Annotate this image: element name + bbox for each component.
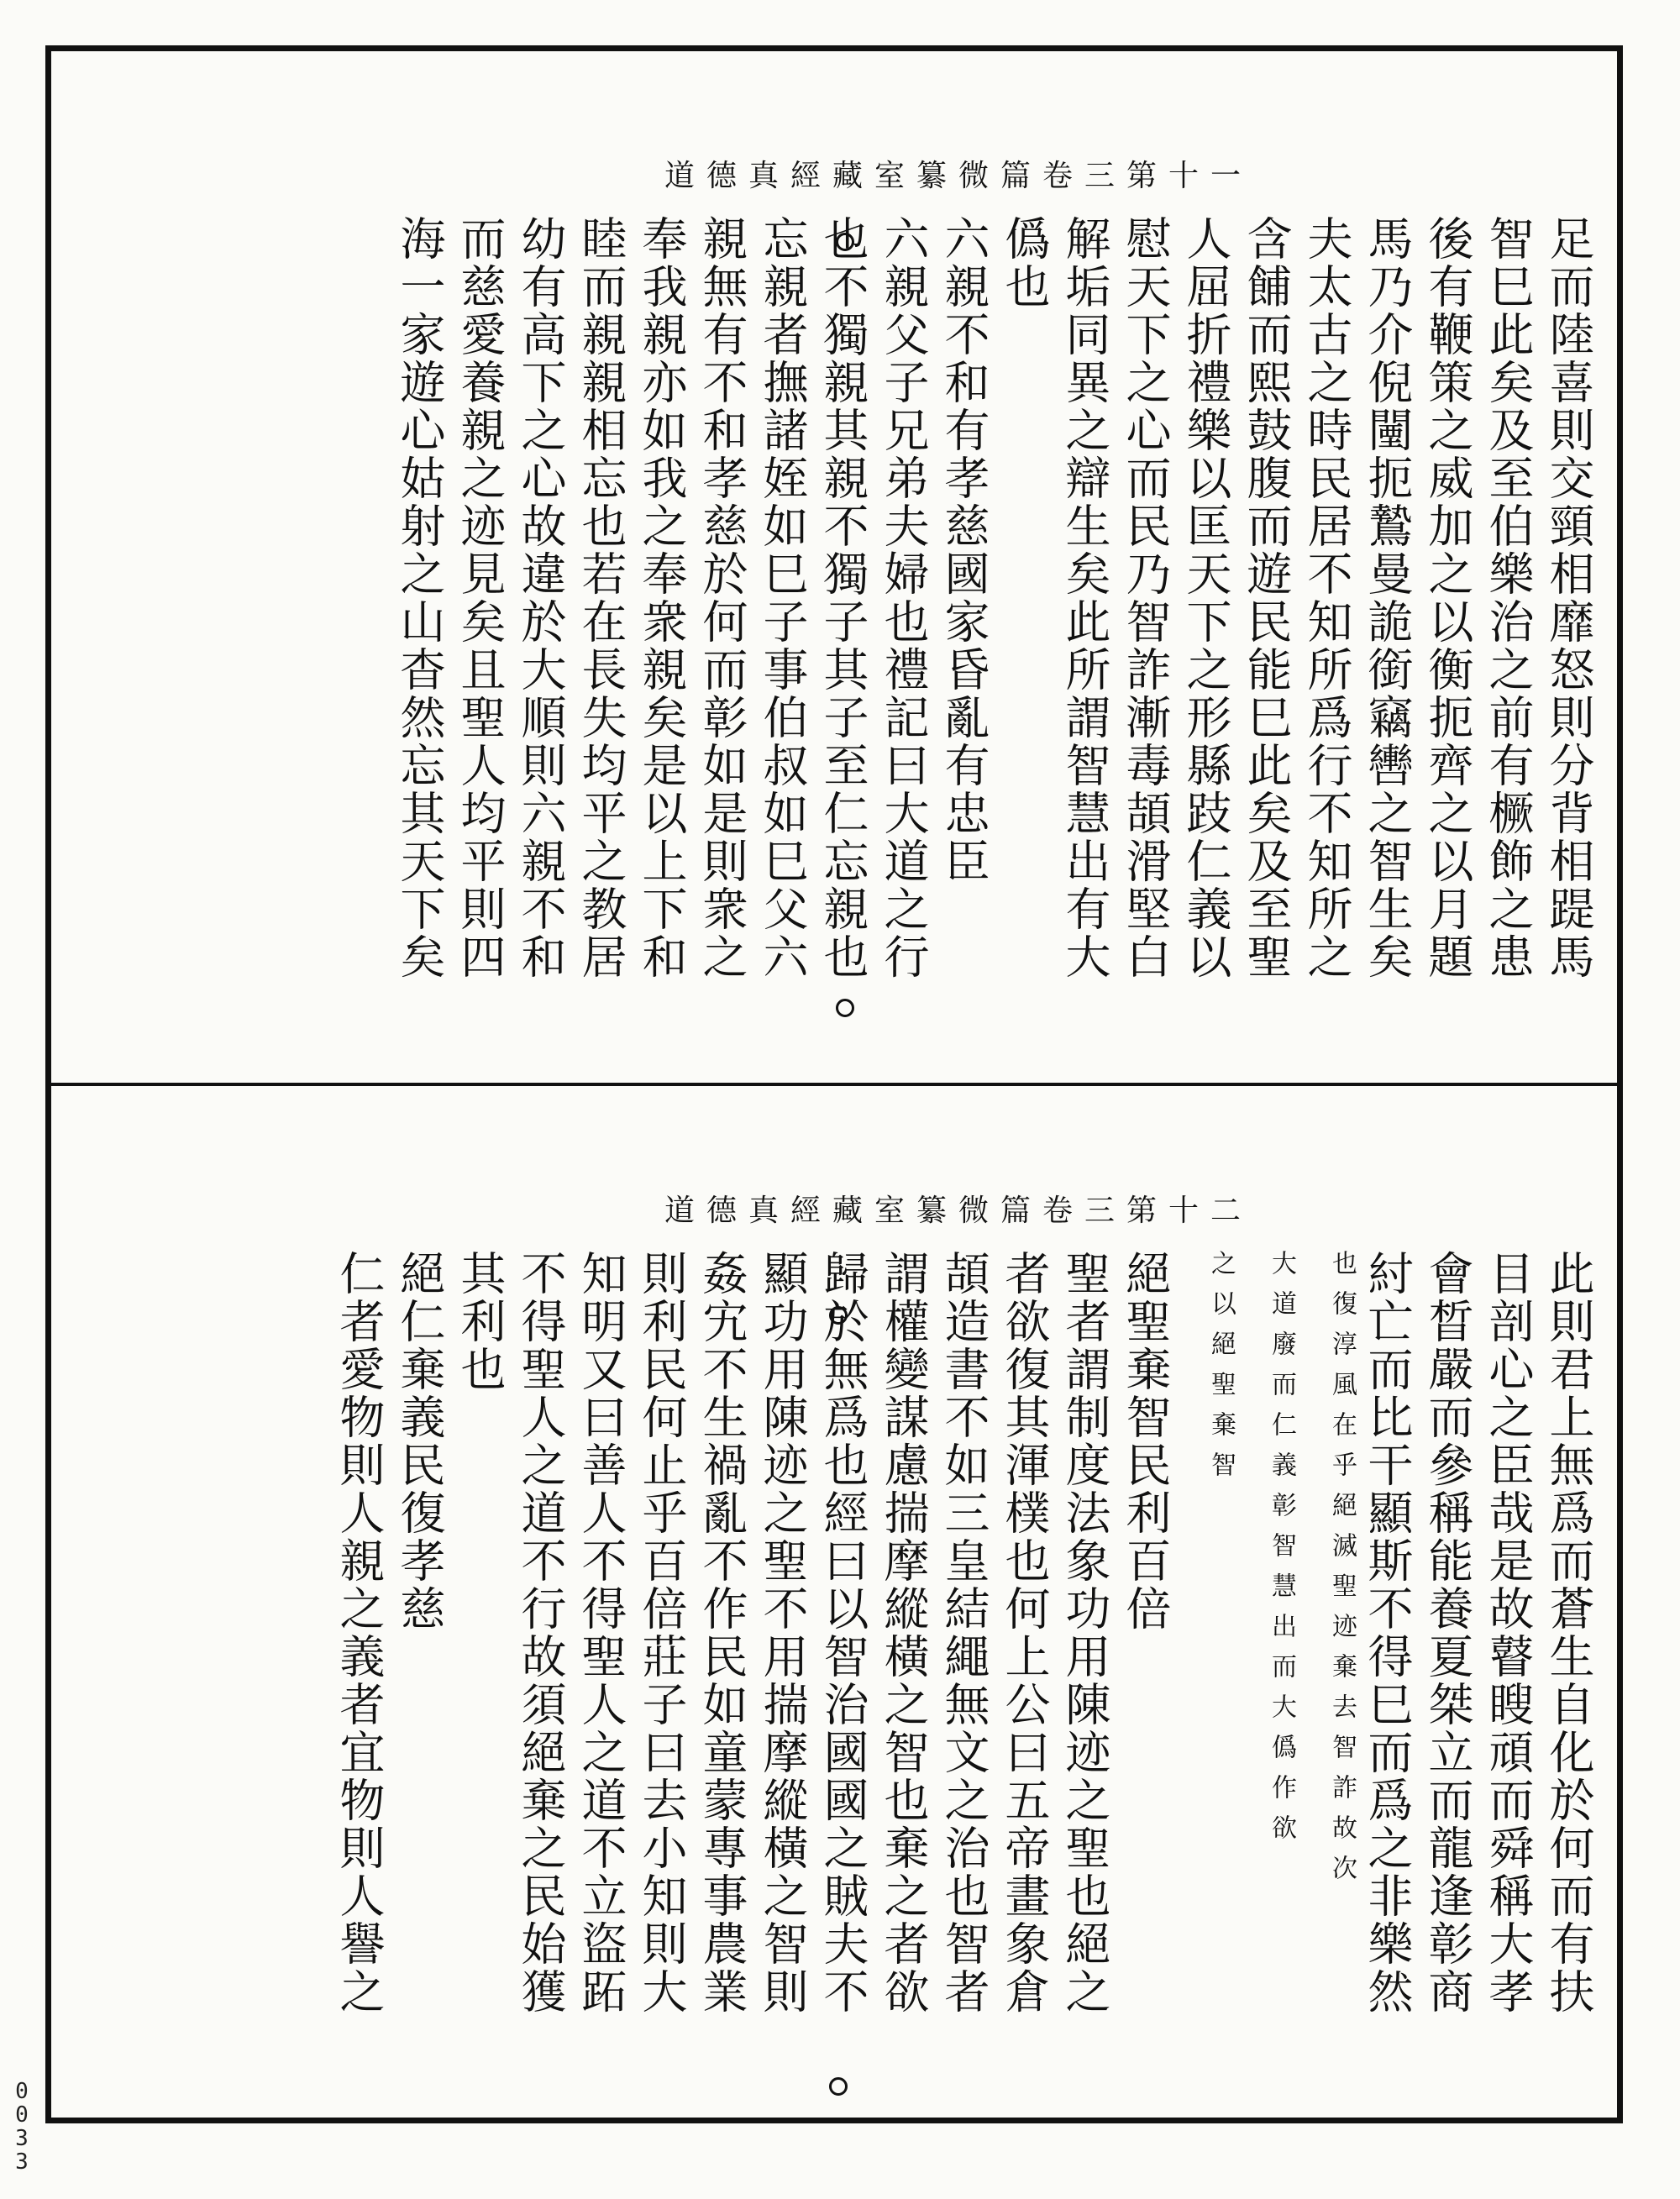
text-column: 六親不和有孝慈國家昏亂有忠臣	[937, 215, 990, 885]
text-column: 目剖心之臣哉是故瞽瞍頑而舜稱大孝	[1482, 1250, 1535, 2016]
text-column: 其利也	[454, 1250, 507, 1393]
bottom-running-header	[555, 1187, 1311, 1230]
text-column: 足而陸喜則交頸相靡怒則分背相踶馬	[1542, 215, 1595, 981]
text-column: 仁者愛物則人親之義者宜物則人譽之	[333, 1250, 386, 2016]
top-panel	[51, 51, 1617, 1083]
top-running-header	[555, 152, 1311, 195]
text-column: 聖者謂制度法象功用陳迹之聖也絕之	[1058, 1250, 1111, 2016]
section-mark-circle	[836, 233, 854, 251]
text-column: 絕仁棄義民復孝慈	[393, 1250, 446, 1633]
commentary-column: 也復淳風在乎絕滅聖迹棄去智詐故次	[1327, 1250, 1357, 1895]
text-column: 忘親者撫諸姪如巳子事伯叔如巳父六	[756, 215, 809, 981]
text-column: 而慈愛養親之迹見矣且聖人均平則四	[454, 215, 507, 981]
commentary-column: 大道廢而仁義彰智慧出而大僞作欲	[1267, 1250, 1296, 1855]
text-column: 姦宄不生禍亂不作民如童蒙專事農業	[696, 1250, 748, 2016]
text-column: 此則君上無爲而蒼生自化於何而有扶	[1542, 1250, 1595, 2016]
bottom-header-source: 道德真經藏室纂微篇	[664, 1194, 1042, 1228]
text-column: 知明又曰善人不得聖人之道不立盜跖	[575, 1250, 627, 2016]
text-column: 頡造書不如三皇結繩無文之治也智者	[937, 1250, 990, 2016]
page-number-digit: 0	[15, 2079, 29, 2104]
text-column: 會晳嚴而參稱能養夏桀立而龍逢彰商	[1421, 1250, 1474, 2016]
text-column: 後有鞭策之威加之以衡扼齊之以月題	[1421, 215, 1474, 981]
bottom-header-volume: 卷三第十二	[1042, 1194, 1253, 1228]
text-column: 馬乃介倪闉扼鷙曼詭銜竊轡之智生矣	[1361, 215, 1414, 981]
page-number	[5, 2080, 39, 2174]
page-number-digit: 3	[15, 2149, 29, 2175]
section-mark-circle	[836, 999, 854, 1017]
section-mark-circle	[829, 2077, 848, 2096]
text-column: 奉我親亦如我之奉衆親矣是以上下和	[635, 215, 688, 981]
top-text-columns	[95, 215, 1599, 1047]
text-column: 者欲復其渾樸也何上公曰五帝畫象倉	[998, 1250, 1051, 2016]
page-number-digit: 0	[15, 2102, 29, 2128]
bottom-text-columns	[95, 1250, 1599, 2081]
section-mark-circle	[829, 1306, 848, 1325]
text-column: 智巳此矣及至伯樂治之前有橛飾之患	[1482, 215, 1535, 981]
commentary-column: 之以絕聖棄智	[1206, 1250, 1236, 1492]
text-column: 不得聖人之道不行故須絕棄之民始獲	[514, 1250, 567, 2016]
page-frame	[45, 45, 1623, 2123]
text-column: 則利民何止乎百倍莊子曰去小知則大	[635, 1250, 688, 2016]
top-header-source: 道德真經藏室纂微篇	[664, 159, 1042, 193]
text-column: 解垢同異之辯生矣此所謂智慧出有大	[1058, 215, 1111, 981]
text-column: 顯功用陳迹之聖不用揣摩縱橫之智則	[756, 1250, 809, 2016]
text-column: 歸於無爲也經曰以智治國國之賊夫不	[816, 1250, 869, 2016]
text-column: 幼有高下之心故違於大順則六親不和	[514, 215, 567, 981]
text-column: 紂亡而比干顯斯不得巳而爲之非樂然	[1361, 1250, 1414, 2016]
page-number-digit: 3	[15, 2126, 29, 2151]
bottom-panel	[51, 1086, 1617, 2118]
text-column: 人屈折禮樂以匡天下之形縣跂仁義以	[1179, 215, 1232, 981]
text-column: 睦而親親相忘也若在長失均平之教居	[575, 215, 627, 981]
text-column: 絕聖棄智民利百倍	[1119, 1250, 1172, 1633]
text-column: 也不獨親其親不獨子其子至仁忘親也	[816, 215, 869, 981]
text-column: 僞也	[998, 215, 1051, 311]
text-column: 夫太古之時民居不知所爲行不知所之	[1300, 215, 1353, 981]
text-column: 親無有不和孝慈於何而彰如是則衆之	[696, 215, 748, 981]
text-column: 謂權變謀慮揣摩縱橫之智也棄之者欲	[877, 1250, 930, 2016]
text-column: 六親父子兄弟夫婦也禮記曰大道之行	[877, 215, 930, 981]
text-column: 含餔而熙鼓腹而遊民能巳此矣及至聖	[1240, 215, 1293, 981]
top-header-volume: 卷三第十一	[1042, 159, 1253, 193]
text-column: 海一家遊心姑射之山杳然忘其天下矣	[393, 215, 446, 981]
text-column: 慰天下之心而民乃智詐漸毒頡滑堅白	[1119, 215, 1172, 981]
